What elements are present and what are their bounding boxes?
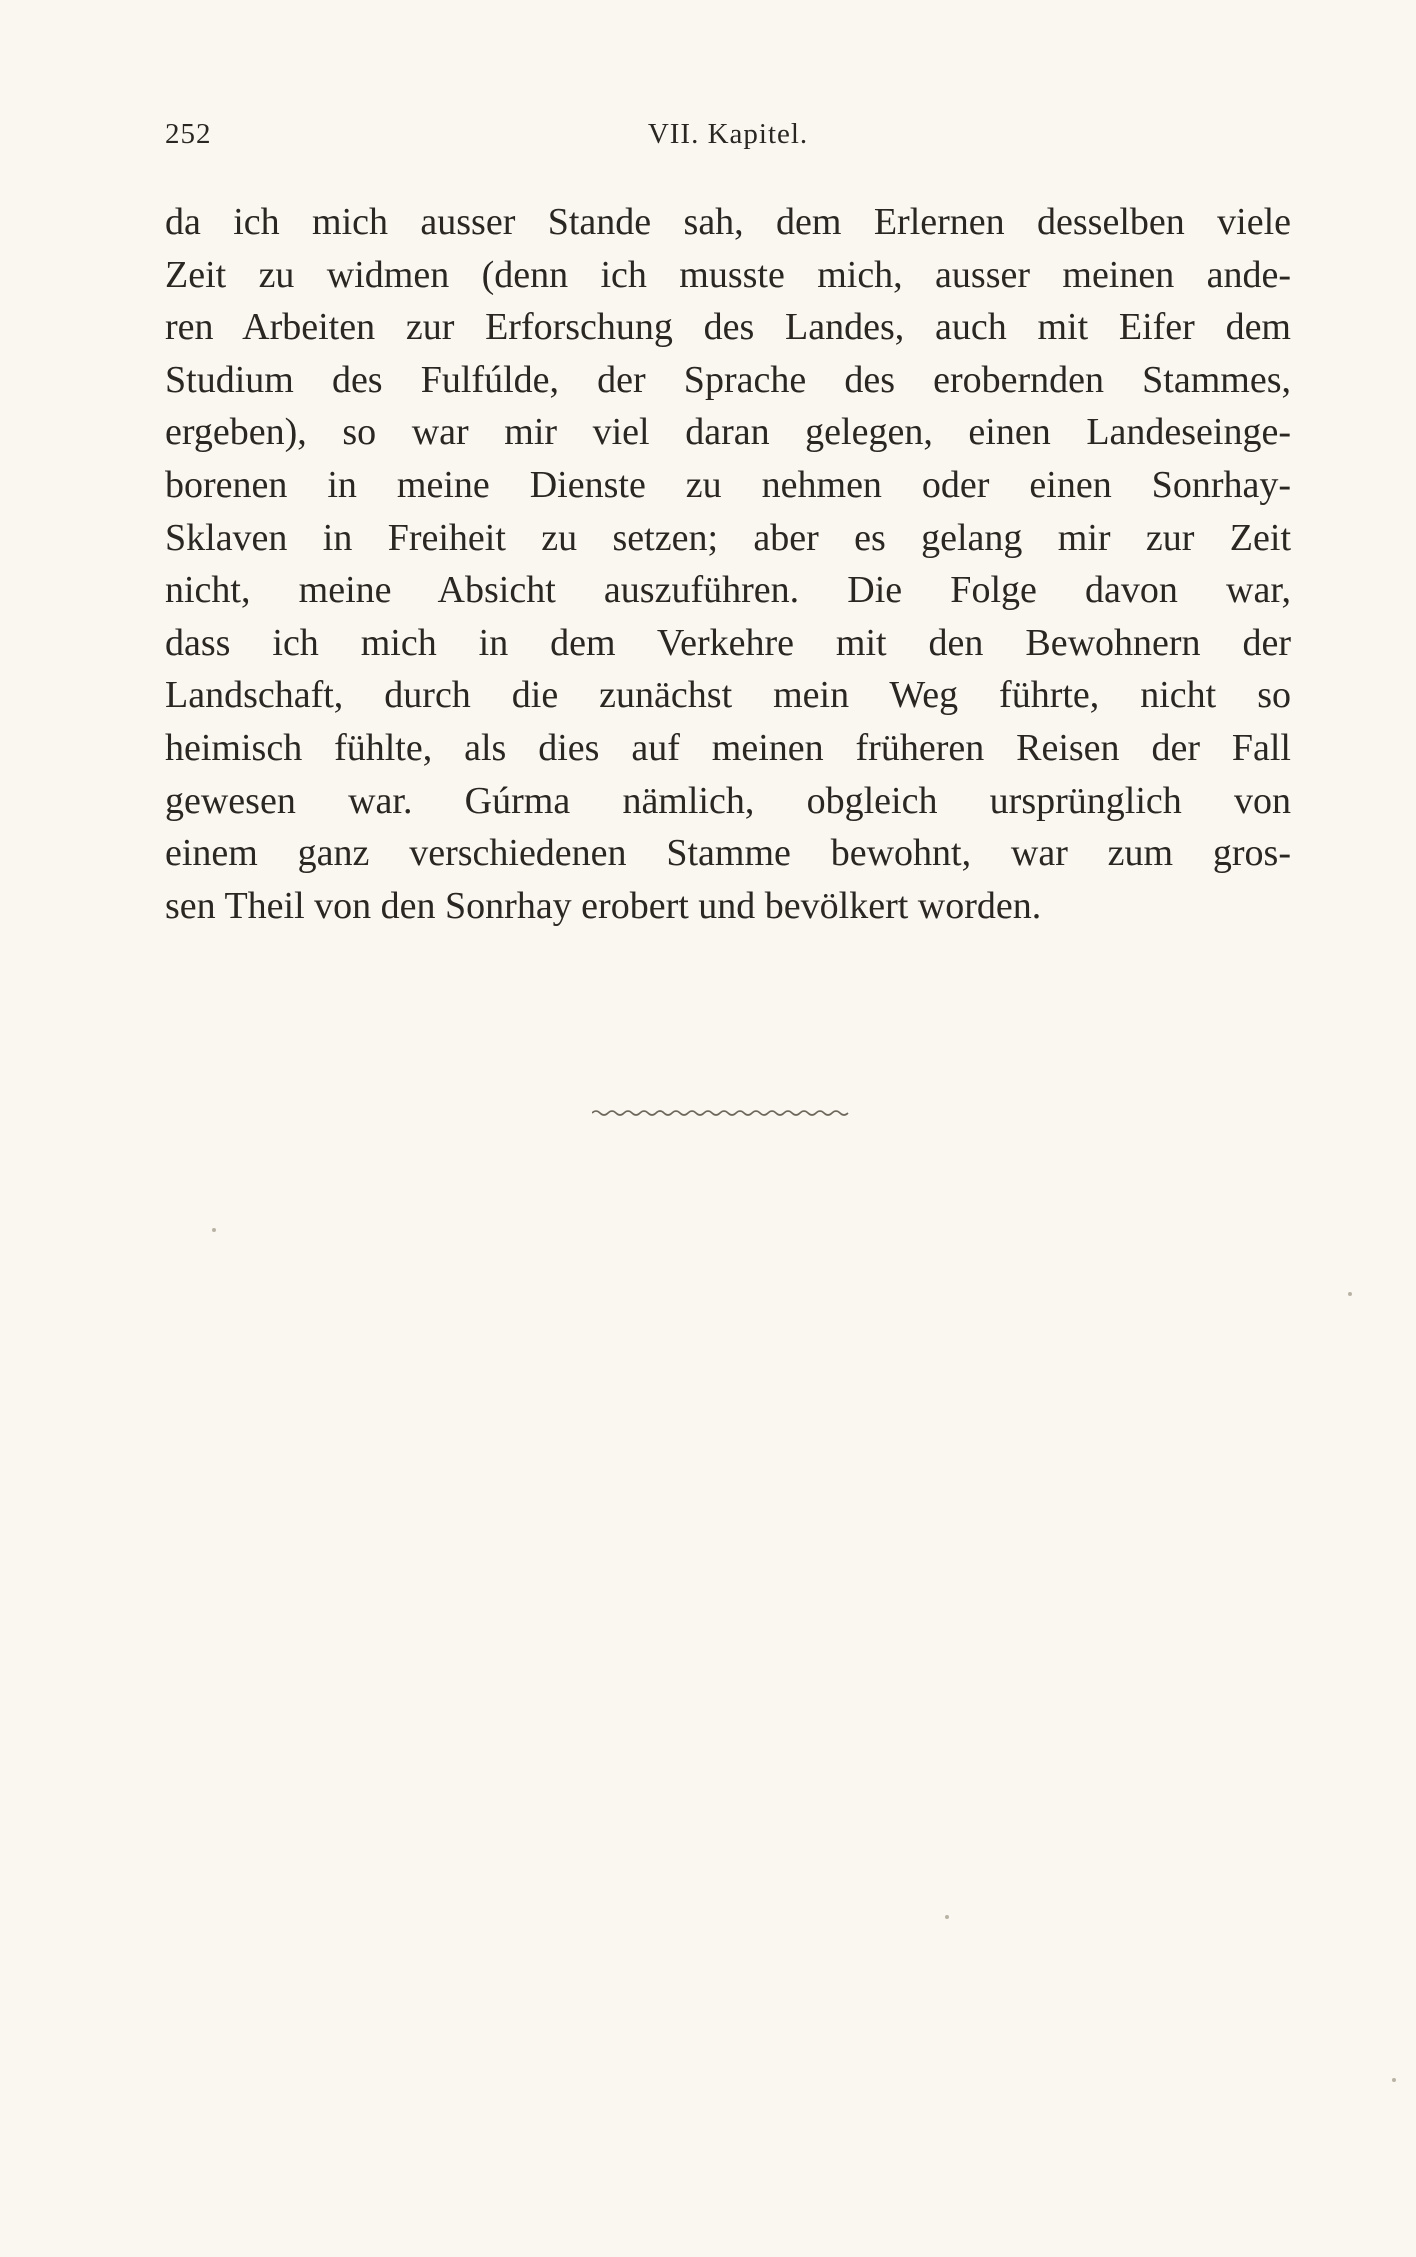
text-line: Sklaven in Freiheit zu setzen; aber es gelang mir zur Zeit bbox=[165, 516, 1291, 559]
text-line: Zeit zu widmen (denn ich musste mich, ausser meinen ande- bbox=[165, 253, 1291, 296]
body-paragraph bbox=[165, 196, 1291, 932]
text-line: gewesen war. Gúrma nämlich, obgleich ursprünglich von bbox=[165, 779, 1291, 822]
text-line: Landschaft, durch die zunächst mein Weg führte, nicht so bbox=[165, 674, 1291, 717]
text-line: ren Arbeiten zur Erforschung des Landes, auch mit Eifer dem bbox=[165, 306, 1291, 349]
page-header bbox=[165, 118, 1291, 158]
text-line: nicht, meine Absicht auszuführen. Die Folge davon war, bbox=[165, 569, 1291, 612]
wavy-rule-ornament-icon bbox=[592, 1106, 852, 1120]
text-line: sen Theil von den Sonrhay erobert und bevölkert worden. bbox=[165, 884, 1042, 927]
text-line: einem ganz verschiedenen Stamme bewohnt, war zum gros- bbox=[165, 832, 1291, 875]
paper-speck bbox=[212, 1228, 216, 1232]
paper-speck bbox=[1392, 2078, 1396, 2082]
paper-speck bbox=[1348, 1292, 1352, 1296]
text-line: Studium des Fulfúlde, der Sprache des erobernden Stammes, bbox=[165, 358, 1291, 401]
text-line: heimisch fühlte, als dies auf meinen früheren Reisen der Fall bbox=[165, 726, 1291, 769]
text-line: dass ich mich in dem Verkehre mit den Bewohnern der bbox=[165, 621, 1291, 664]
paper-speck bbox=[945, 1915, 949, 1919]
text-line: ergeben), so war mir viel daran gelegen, einen Landeseinge- bbox=[165, 411, 1291, 454]
running-head: VII. Kapitel. bbox=[647, 118, 809, 150]
page-number: 252 bbox=[165, 118, 212, 150]
text-line: borenen in meine Dienste zu nehmen oder einen Sonrhay- bbox=[165, 463, 1291, 506]
text-line: da ich mich ausser Stande sah, dem Erlernen desselben viele bbox=[165, 201, 1291, 243]
